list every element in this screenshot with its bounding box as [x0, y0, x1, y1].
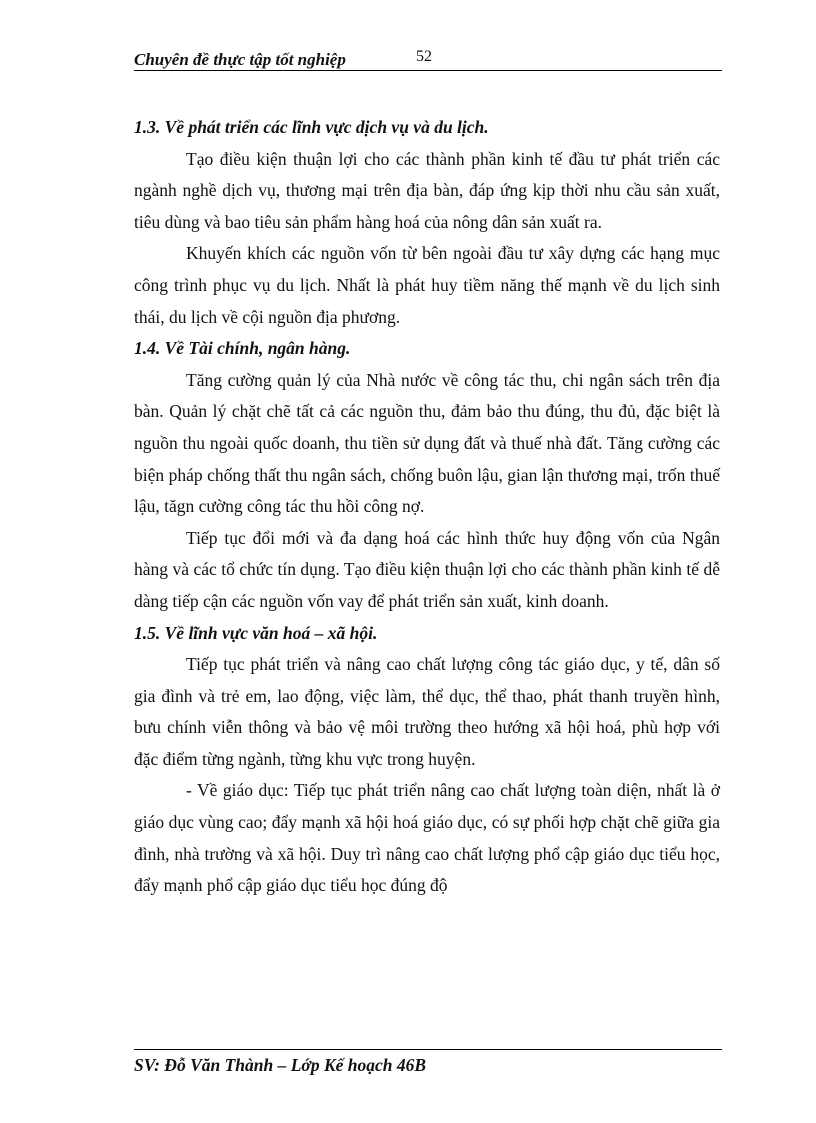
paragraph: Tiếp tục đổi mới và đa dạng hoá các hình thức huy động vốn của Ngân hàng và các tổ chức tín dụng. Tạo điều kiện thuận lợi cho các thành phần kinh tế dễ dàng tiếp cận các nguồn vốn vay để phát triển sản xuất, kinh doanh.	[134, 527, 720, 611]
section	[134, 112, 720, 333]
section	[134, 618, 720, 902]
page-header	[134, 48, 722, 71]
document-body	[134, 112, 720, 902]
section-heading: 1.4. Về Tài chính, ngân hàng.	[134, 338, 351, 359]
paragraph: - Về giáo dục: Tiếp tục phát triển nâng cao chất lượng toàn diện, nhất là ở giáo dục vùng cao; đẩy mạnh xã hội hoá giáo dục, có sự phối hợp chặt chẽ giữa gia đình, nhà trường và xã hội. Duy trì nâng cao chất lượng phổ cập giáo dục tiểu học, đẩy mạnh phổ cập giáo dục tiểu học đúng độ	[134, 780, 720, 896]
footer-author: SV: Đỗ Văn Thành – Lớp Kế hoạch 46B	[134, 1055, 427, 1075]
page-footer	[134, 1049, 722, 1075]
section	[134, 333, 720, 617]
paragraph: Tăng cường quản lý của Nhà nước về công tác thu, chi ngân sách trên địa bàn. Quản lý chặt chẽ tất cả các nguồn thu, đảm bảo thu đúng, thu đủ, đặc biệt là nguồn thu ngoài quốc doanh, thu tiền sử dụng đất và thuế nhà đất. Tăng cường các biện pháp chống thất thu ngân sách, chống buôn lậu, gian lận thương mại, trốn thuế lậu, tăgn cường công tác thu hồi công nợ.	[134, 369, 720, 517]
section-heading: 1.5. Về lĩnh vực văn hoá – xã hội.	[134, 622, 378, 643]
section-heading: 1.3. Về phát triển các lĩnh vực dịch vụ và du lịch.	[134, 117, 489, 137]
header-title: Chuyên đề thực tập tốt nghiệp	[134, 50, 346, 69]
paragraph: Tiếp tục phát triển và nâng cao chất lượng công tác giáo dục, y tế, dân số gia đình và trẻ em, lao động, việc làm, thể dục, thể thao, phát thanh truyền hình, bưu chính viễn thông và bảo vệ môi trường theo hướng xã hội hoá, phù hợp với đặc điểm từng ngành, từng khu vực trong huyện.	[134, 654, 720, 769]
paragraph: Khuyến khích các nguồn vốn từ bên ngoài đầu tư xây dựng các hạng mục công trình phục vụ du lịch. Nhất là phát huy tiềm năng thế mạnh về du lịch sinh thái, du lịch về cội nguồn địa phương.	[134, 243, 720, 327]
page-number: 52	[416, 48, 432, 65]
paragraph: Tạo điều kiện thuận lợi cho các thành phần kinh tế đầu tư phát triển các ngành nghề dịch vụ, thương mại trên địa bàn, đáp ứng kịp thời nhu cầu sản xuất, tiêu dùng và bao tiêu sản phẩm hàng hoá của nông dân sản xuất ra.	[134, 148, 720, 232]
